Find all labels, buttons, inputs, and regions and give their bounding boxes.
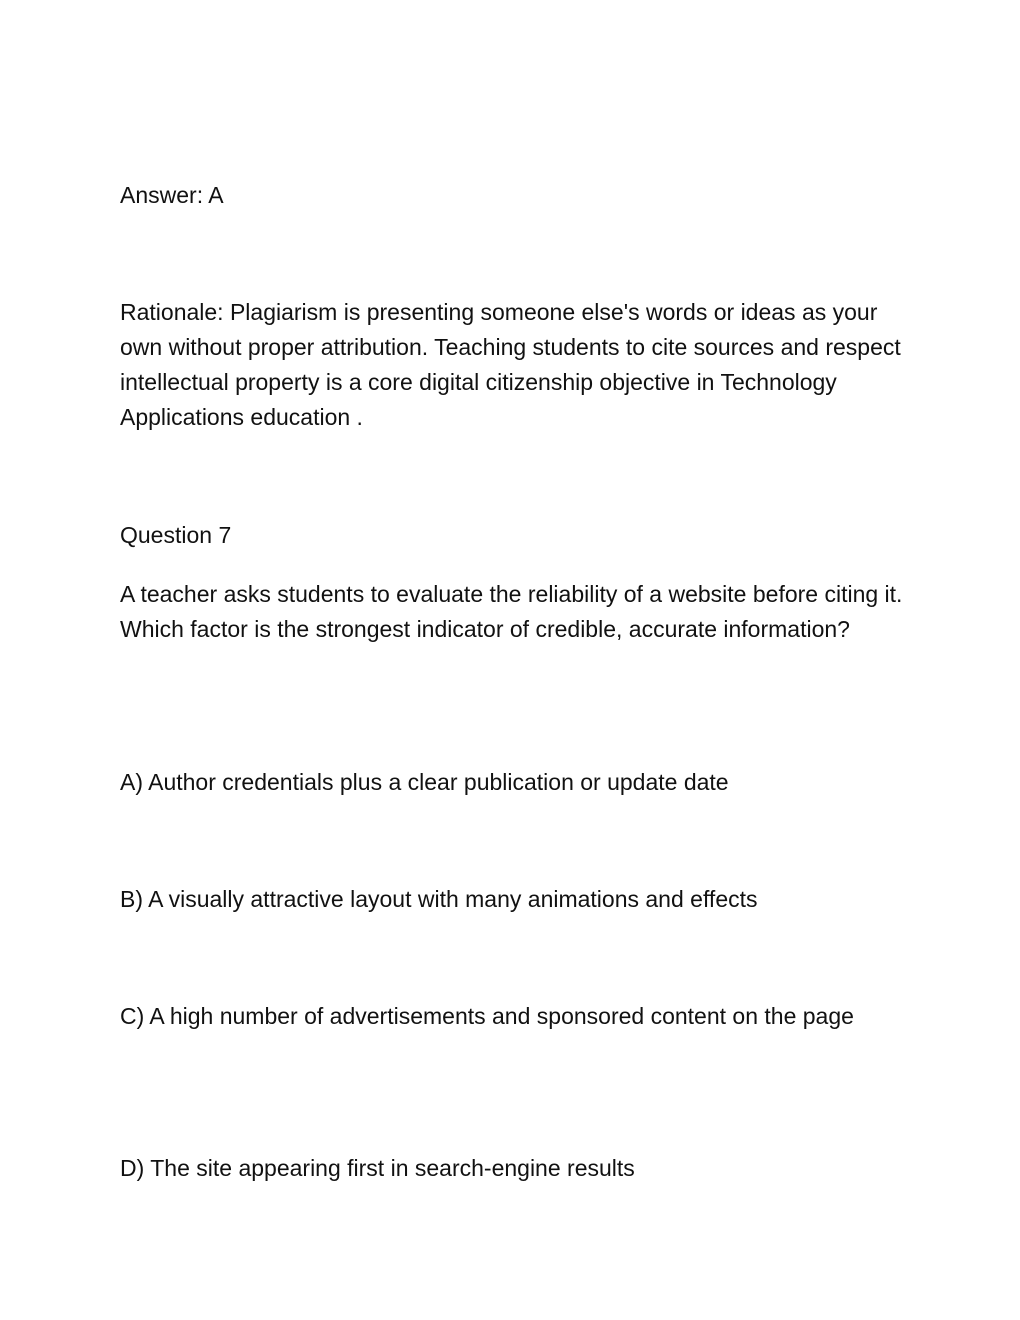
question-text: A teacher asks students to evaluate the reliability of a website before citing it. Which factor is the strongest indicator of credible, accurate information? bbox=[120, 581, 903, 642]
rationale-paragraph: Rationale: Plagiarism is presenting someone else's words or ideas as your own without proper attribution. Teaching students to cite sources and respect intellectual property is a core digital citizenship objective in Technology Applications education . bbox=[120, 299, 901, 430]
question-title: Question 7 bbox=[120, 522, 232, 548]
option-d: D) The site appearing first in search-engine results bbox=[120, 1155, 635, 1181]
option-b: B) A visually attractive layout with many animations and effects bbox=[120, 886, 758, 912]
option-c: C) A high number of advertisements and sponsored content on the page bbox=[120, 1003, 854, 1029]
option-a: A) Author credentials plus a clear publication or update date bbox=[120, 769, 729, 795]
answer-line: Answer: A bbox=[120, 182, 224, 208]
